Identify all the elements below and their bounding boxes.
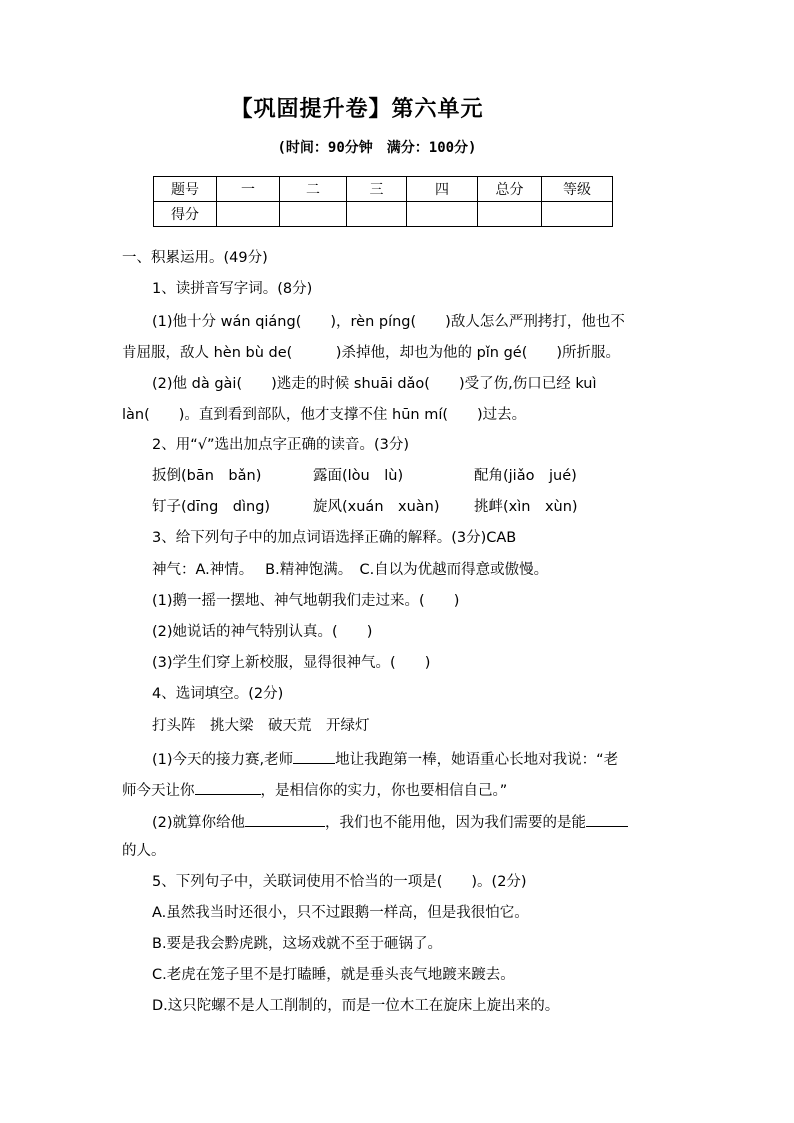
question-text: 的人。 — [122, 843, 166, 859]
question-text — [122, 778, 507, 801]
question-title: 5、下列句子中，关联词使用不恰当的一项是( )。(2分) — [152, 874, 527, 890]
score-field[interactable] — [347, 202, 407, 227]
exam-time-score: (时间：90分钟 满分：100分) — [277, 140, 477, 156]
text-segment: (2)就算你给他 — [152, 815, 246, 831]
choice-d[interactable]: D.这只陀螺不是人工削制的，而是一位木工在旋床上旋出来的。 — [152, 998, 560, 1014]
section-heading: 一、积累运用。(49分) — [122, 250, 268, 266]
score-field[interactable] — [407, 202, 478, 227]
question-text: (2)她说话的神气特别认真。( ) — [152, 624, 373, 640]
text-segment: ，我们也不能用他，因为我们需要的是能 — [325, 815, 587, 831]
table-row — [154, 202, 613, 227]
question-text — [152, 810, 628, 833]
question-text: (1)鹅一摇一摆地、神气地朝我们走过来。( ) — [152, 593, 460, 609]
score-table — [153, 176, 613, 227]
answer-blank[interactable] — [245, 810, 325, 827]
option-item[interactable]: 钉子(dīng dìng) — [152, 499, 271, 515]
text-segment: ，是相信你的实力，你也要相信自己。” — [260, 783, 508, 799]
text-segment: (1)今天的接力赛,老师 — [152, 752, 294, 768]
question-text: (2)他 dà gài( )逃走的时候 shuāi dǎo( )受了伤,伤口已经 kuì — [152, 376, 597, 392]
choice-c[interactable]: C.老虎在笼子里不是打瞌睡，就是垂头丧气地踱来踱去。 — [152, 967, 515, 983]
table-cell: 等级 — [542, 177, 613, 202]
table-row — [154, 177, 613, 202]
text-segment: 地让我跑第一棒，她语重心长地对我说：“老 — [335, 752, 619, 768]
table-cell: 一 — [217, 177, 280, 202]
question-text: 肯屈服，敌人 hèn bù de( )杀掉他，却也为他的 pǐn gé( )所折服。 — [122, 345, 621, 361]
question-title: 2、用“√”选出加点字正确的读音。(3分) — [152, 437, 410, 453]
option-item[interactable]: 挑衅(xìn xùn) — [474, 499, 578, 515]
score-field[interactable] — [542, 202, 613, 227]
question-text — [152, 747, 618, 770]
choice-b[interactable]: B.要是我会黔虎跳，这场戏就不至于砸锅了。 — [152, 936, 443, 952]
table-cell: 总分 — [478, 177, 542, 202]
question-title: 4、选词填空。(2分) — [152, 686, 284, 702]
question-title: 3、给下列句子中的加点词语选择正确的解释。(3分)CAB — [152, 530, 517, 546]
question-text: (1)他十分 wán qiáng( )，rèn píng( )敌人怎么严刑拷打，他也不 — [152, 314, 625, 330]
score-field[interactable] — [478, 202, 542, 227]
definition-options: 神气：A.神情。 B.精神饱满。 C.自以为优越而得意或傲慢。 — [152, 562, 549, 578]
option-item[interactable]: 配角(jiǎo jué) — [474, 468, 577, 484]
answer-blank[interactable] — [195, 778, 261, 795]
table-cell: 三 — [347, 177, 407, 202]
word-bank: 打头阵 挑大梁 破天荒 开绿灯 — [152, 718, 370, 734]
choice-a[interactable]: A.虽然我当时还很小，只不过跟鹅一样高，但是我很怕它。 — [152, 905, 529, 921]
text-segment: 师今天让你 — [122, 783, 195, 799]
table-cell: 题号 — [154, 177, 217, 202]
table-cell: 二 — [280, 177, 347, 202]
table-cell: 得分 — [154, 202, 217, 227]
option-item[interactable]: 扳倒(bān bǎn) — [152, 468, 262, 484]
option-item[interactable]: 旋风(xuán xuàn) — [313, 499, 440, 515]
score-field[interactable] — [217, 202, 280, 227]
answer-blank[interactable] — [586, 810, 628, 827]
score-field[interactable] — [280, 202, 347, 227]
table-cell: 四 — [407, 177, 478, 202]
question-text: làn( )。直到看到部队，他才支撑不住 hūn mí( )过去。 — [122, 407, 527, 423]
answer-blank[interactable] — [293, 747, 335, 764]
option-item[interactable]: 露面(lòu lù) — [313, 468, 404, 484]
question-title: 1、读拼音写字词。(8分) — [152, 281, 313, 297]
page-title: 【巩固提升卷】第六单元 — [230, 97, 484, 122]
question-text: (3)学生们穿上新校服，显得很神气。( ) — [152, 655, 431, 671]
